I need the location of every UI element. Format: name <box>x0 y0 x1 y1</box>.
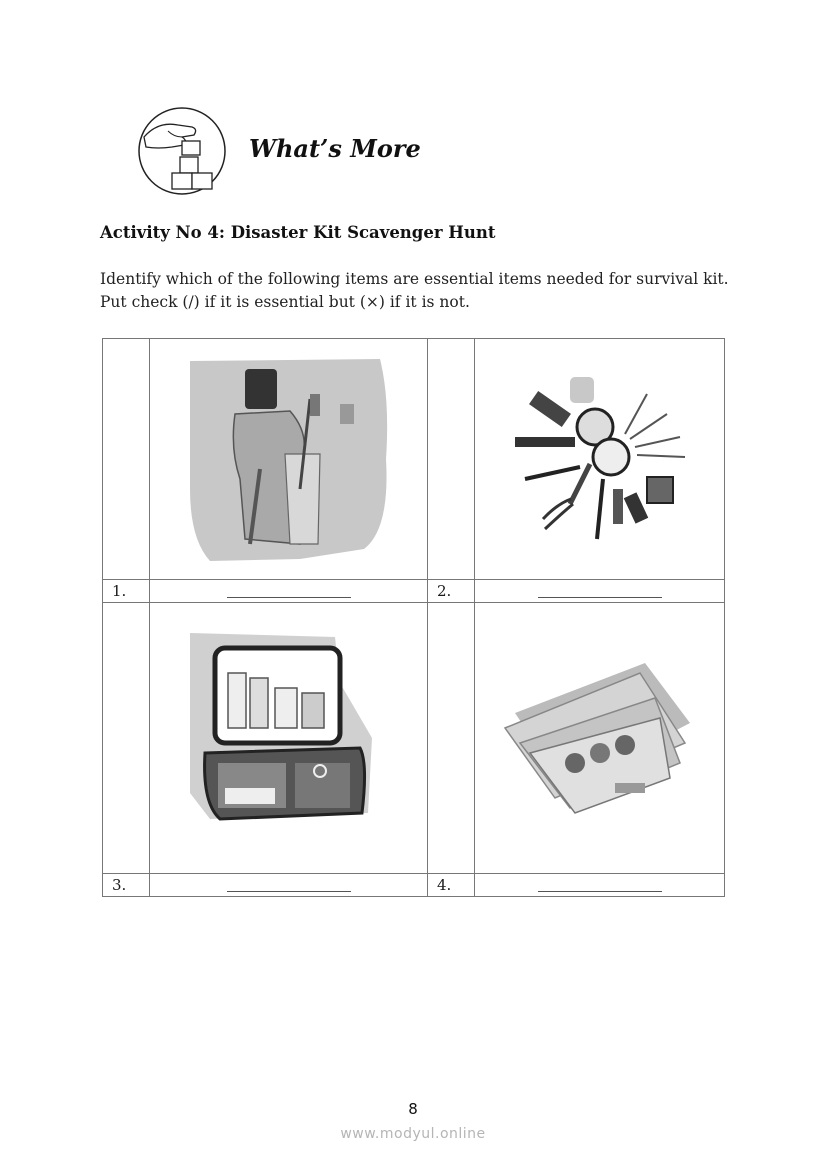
paper-money-icon <box>475 603 730 873</box>
item-1-number: 1. <box>103 580 150 603</box>
item-grid <box>102 338 725 897</box>
item-4-number: 4. <box>428 874 475 897</box>
instructions: Identify which of the following items are essential items needed for survival kit. Put check (/) if it is essential but (×) if it is not. <box>100 270 729 311</box>
makeup-cosmetics-icon <box>475 339 730 579</box>
first-aid-kit-icon <box>150 603 427 873</box>
item-2-answer-blank[interactable] <box>475 580 725 603</box>
item-3-image-cell <box>150 603 428 874</box>
item-1-image-cell <box>150 339 428 580</box>
item-1-answer-blank[interactable] <box>150 580 428 603</box>
hand-stacking-blocks-icon <box>138 107 226 195</box>
item-4-image-cell <box>475 603 725 874</box>
item-3-answer-blank[interactable] <box>150 874 428 897</box>
item-4-answer-blank[interactable] <box>475 874 725 897</box>
watermark: www.modyul.online <box>340 1126 486 1142</box>
item-3-number: 3. <box>103 874 150 897</box>
item-2-number: 2. <box>428 580 475 603</box>
item-2-image-cell <box>475 339 725 580</box>
page-number: 8 <box>408 1100 418 1118</box>
activity-heading: Activity No 4: Disaster Kit Scavenger Hunt <box>100 223 496 242</box>
toiletries-icon <box>150 339 427 579</box>
section-title: What’s More <box>249 134 421 163</box>
